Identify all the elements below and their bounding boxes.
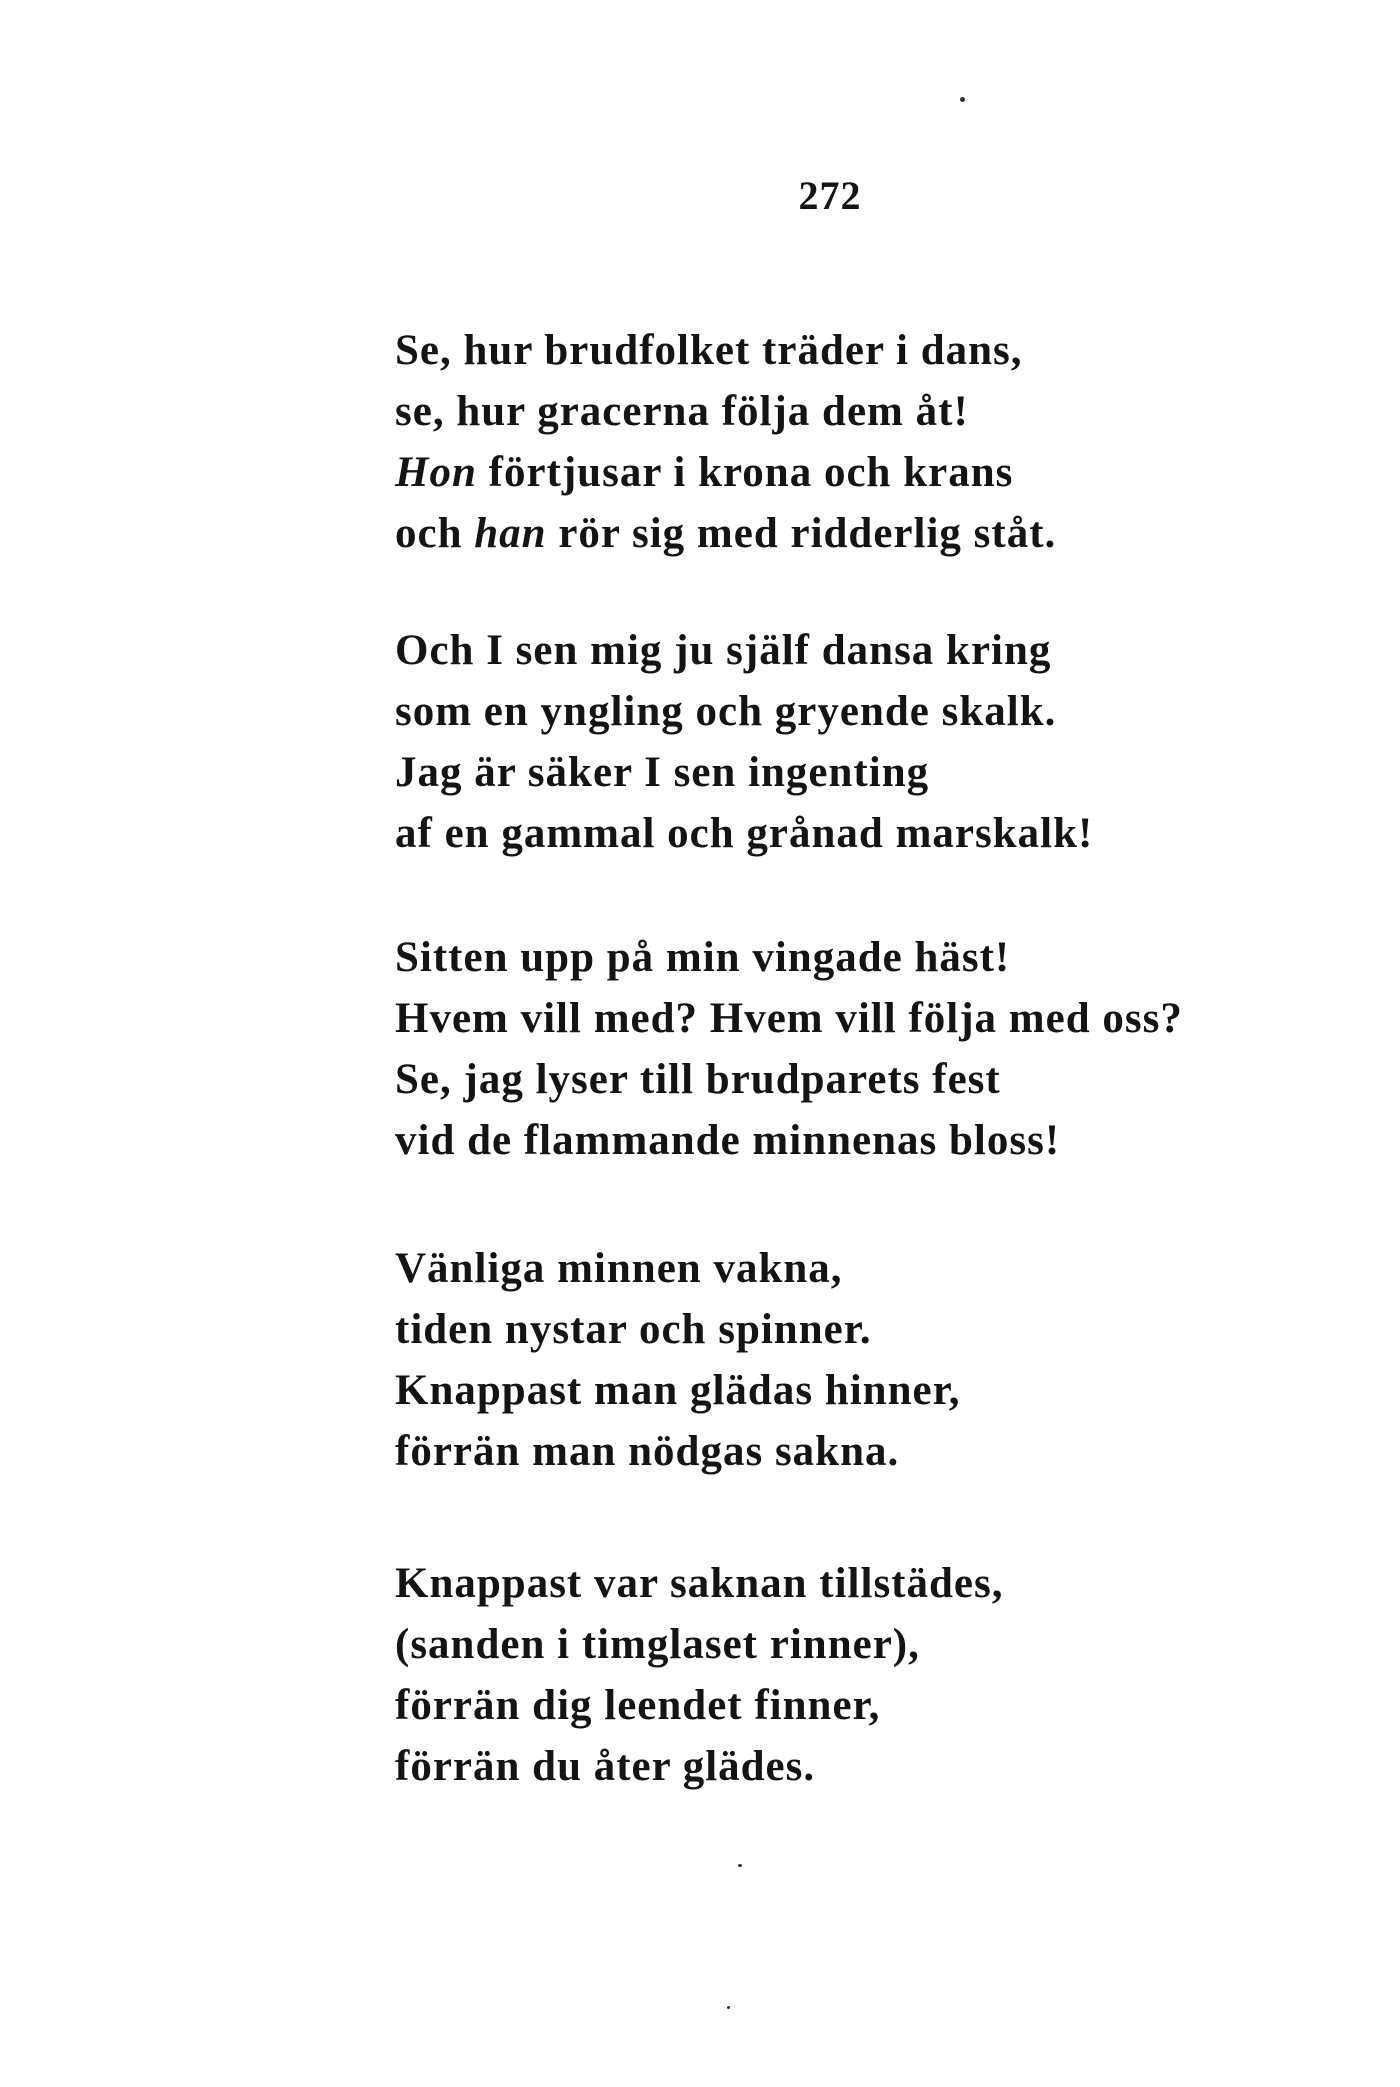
poem-line: tiden nystar och spinner. (395, 1306, 872, 1353)
poem-line: förrän du åter glädes. (395, 1743, 816, 1790)
ink-speck (960, 97, 965, 102)
page-number: 272 (798, 173, 862, 218)
poem-line: Knappast man glädas hinner, (395, 1367, 961, 1414)
poem-line: förrän man nödgas sakna. (395, 1428, 900, 1475)
poem-line (395, 442, 1056, 503)
poem-line: af en gammal och grånad marskalk! (395, 810, 1094, 857)
poem-line: Se, jag lyser till brudparets fest (395, 1056, 1001, 1103)
poem-line-text: förtjusar i krona och krans (476, 449, 1014, 496)
italic-word: Hon (395, 449, 477, 496)
poem-line: se, hur gracerna följa dem åt! (395, 388, 969, 435)
poem-line: (sanden i timglaset rinner), (395, 1621, 920, 1668)
poem-line: vid de flammande minnenas bloss! (395, 1117, 1061, 1164)
poem-line: Knappast var saknan tillstädes, (395, 1560, 1004, 1607)
poem-line: Se, hur brudfolket träder i dans, (395, 327, 1023, 374)
poem-line: Vänliga minnen vakna, (395, 1245, 843, 1292)
poem-line: Sitten upp på min vingade häst! (395, 934, 1011, 981)
stanza-5 (395, 1553, 1003, 1797)
stanza-3 (395, 927, 1183, 1171)
stanza-4 (395, 1238, 961, 1482)
poem-line-text: och (395, 510, 475, 557)
poem-line: Och I sen mig ju själf dansa kring (395, 627, 1052, 674)
italic-word: han (474, 510, 547, 557)
stanza-2 (395, 620, 1093, 864)
poem-line: Jag är säker I sen ingenting (395, 749, 930, 796)
poem-line: Hvem vill med? Hvem vill följa med oss? (395, 995, 1183, 1042)
poem-line: som en yngling och gryende skalk. (395, 688, 1057, 735)
ink-speck (727, 2006, 730, 2009)
ink-speck (738, 1864, 742, 1867)
stanza-1 (395, 320, 1056, 564)
poem-line: förrän dig leendet finner, (395, 1682, 881, 1729)
poem-line (395, 503, 1056, 564)
poem-line-text: rör sig med ridderlig ståt. (546, 510, 1057, 557)
